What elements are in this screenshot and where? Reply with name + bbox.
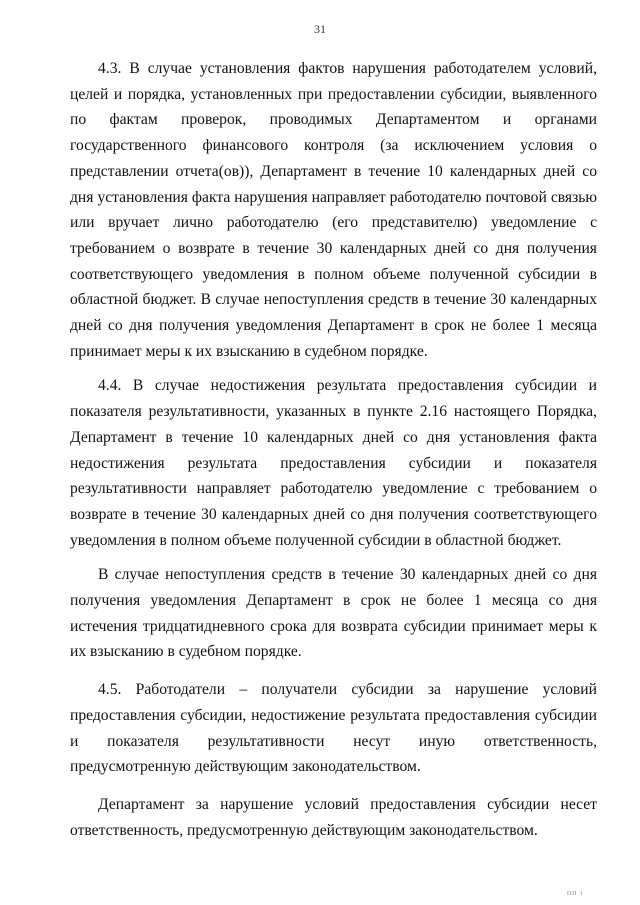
footer-mark: ПП 1 xyxy=(566,891,584,897)
page-number: 31 xyxy=(314,22,326,36)
paragraph-4-3: 4.3. В случае установления фактов нарушения работодателем условий, целей и порядка, установленных при предоставлении субсидии, выявленного по фактам проверок, проводимых Департаментом и органами государственного финансового контроля (за исключением условия о представлении отчета(ов)), Департамент в течение 10 календарных дней со дня установления факта нарушения направляет работодателю почтовой связью или вручает лично работодателю (его представителю) уведомление с требованием о возврате в течение 30 календарных дней со дня получения соответствующего уведомления в полном объеме полученной субсидии в областной бюджет. В случае непоступления средств в течение 30 календарных дней со дня получения уведомления Департамент в срок не более 1 месяца принимает меры к их взысканию в судебном порядке. xyxy=(70,60,597,360)
paragraph-4-4: 4.4. В случае недостижения результата предоставления субсидии и показателя результативности, указанных в пункте 2.16 настоящего Порядка, Департамент в течение 10 календарных дней со дня установления факта недостижения результата предоставления субсидии и показателя результативности направляет работодателю уведомление с требованием о возврате в течение 30 календарных дней со дня получения соответствующего уведомления в полном объеме полученной субсидии в областной бюджет. xyxy=(70,377,597,549)
paragraph-4-4-continued: В случае непоступления средств в течение 30 календарных дней со дня получения уведомления Департамент в срок не более 1 месяца со дня истечения тридцатидневного срока для возврата субсидии принимает меры к их взысканию в судебном порядке. xyxy=(70,566,597,661)
paragraph-4-5-continued: Департамент за нарушение условий предоставления субсидии несет ответственность, предусмотренную действующим законодательством. xyxy=(70,795,597,839)
paragraph-4-5: 4.5. Работодатели – получатели субсидии за нарушение условий предоставления субсидии, недостижение результата предоставления субсидии и показателя результативности несут иную ответственность, предусмотренную действующим законодательством. xyxy=(70,681,597,776)
document-body xyxy=(70,56,597,843)
